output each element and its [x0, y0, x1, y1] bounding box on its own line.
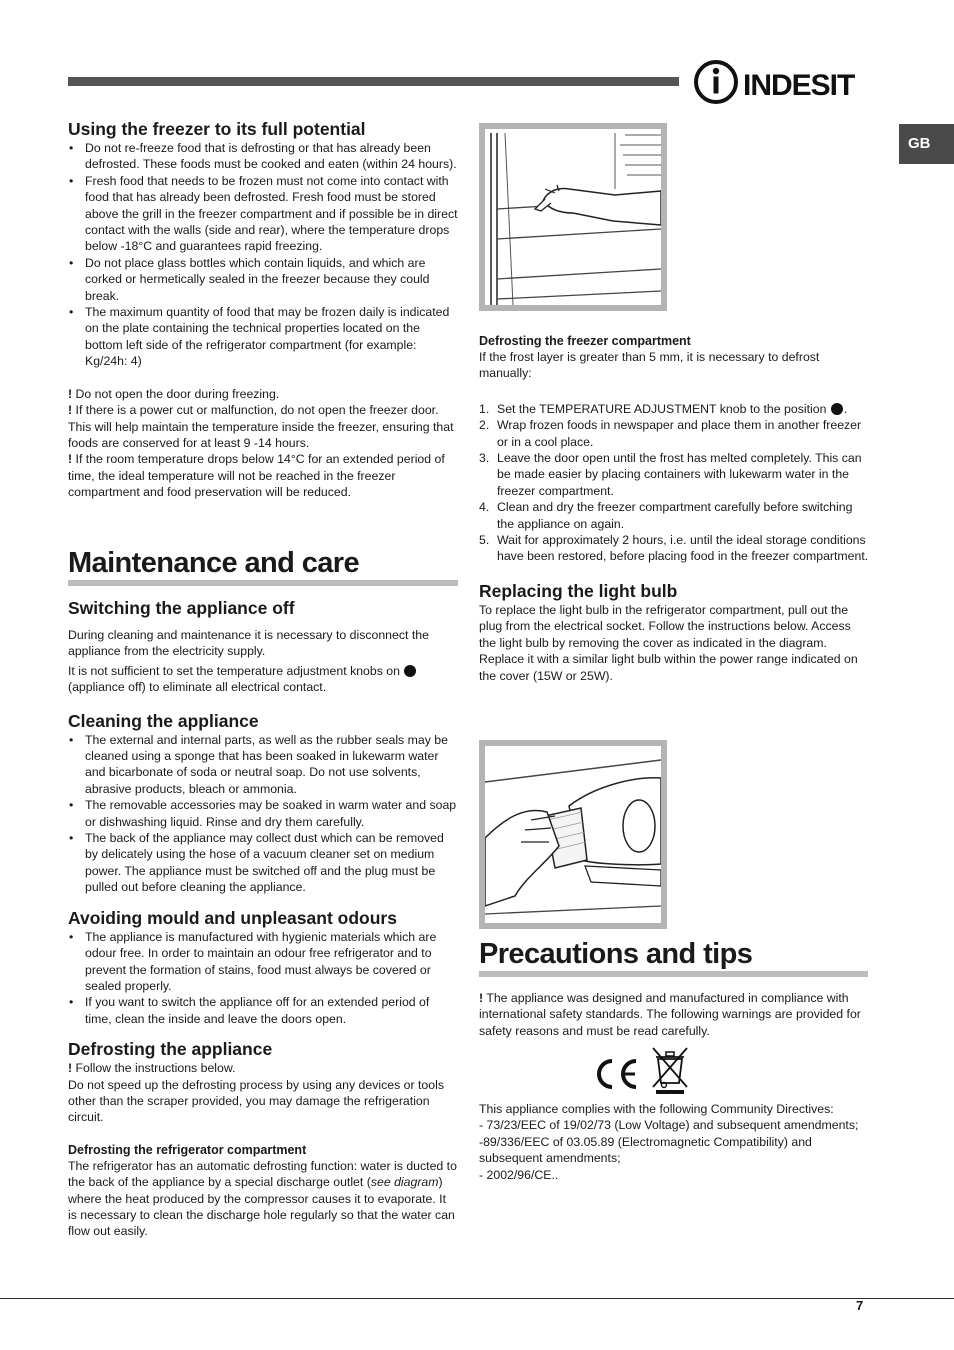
- maintenance-heading: [68, 546, 458, 586]
- page-title: Maintenance and care: [68, 547, 359, 579]
- subsection-title: Defrosting the refrigerator compartment: [68, 1142, 307, 1157]
- cleaning-bullets: [68, 732, 458, 896]
- section-title: Defrosting the appliance: [68, 1039, 273, 1060]
- list-item: 5. Wait for approximately 2 hours, i.e. until the ideal storage conditions have been restored, before placing food in the freezer compartment.: [479, 533, 869, 564]
- list-item: • Fresh food that needs to be frozen must not come into contact with food that has already been defrosted. Fresh food must be stored above the grill in the freezer compartment and if possible be in direct contact with the walls (side and rear), where the temperature drops below -18°C and guarantees rapid freezing.: [68, 173, 458, 255]
- list-item: • Do not place glass bottles which contain liquids, and which are corked or hermetically sealed in the freezer because they could break.: [68, 255, 458, 304]
- subsection-title: Defrosting the freezer compartment: [479, 334, 691, 348]
- paragraph: During cleaning and maintenance it is necessary to disconnect the appliance from the electricity supply.: [68, 628, 429, 659]
- bulb-cover-image: [485, 746, 661, 923]
- list-item: • The appliance is manufactured with hygienic materials which are odour free. In order to maintain an odour free refrigerator and to prevent the formation of stains, food must always be covered or sealed properly.: [68, 929, 458, 995]
- list-item: 4. Clean and dry the freezer compartment carefully before switching the appliance on again.: [479, 500, 853, 531]
- page-title: Precautions and tips: [479, 938, 753, 970]
- list-item: 1. Set the TEMPERATURE ADJUSTMENT knob to the position .: [479, 401, 848, 416]
- list-item: • The removable accessories may be soaked in warm water and soap or dishwashing liquid. Rinse and dry them carefully.: [68, 797, 458, 830]
- hand-in-freezer-image: [485, 129, 661, 305]
- list-item: - 73/23/EEC of 19/02/73 (Low Voltage) and subsequent amendments;: [479, 1118, 859, 1133]
- paragraph: It is not sufficient to set the temperature adjustment knobs on (appliance off) to eliminate all electrical contact.: [68, 663, 458, 696]
- list-item: -89/336/EEC of 03.05.89 (Electromagnetic Compatibility) and subsequent amendments;: [479, 1134, 812, 1166]
- footer-rule: [0, 1298, 954, 1299]
- language-tab: GB: [899, 124, 954, 164]
- warning-text: ! The appliance was designed and manufactured in compliance with international safety standards. The following warnings are provided for safety reasons and must be read carefully.: [479, 991, 861, 1038]
- paragraph: To replace the light bulb in the refrigerator compartment, pull out the plug from the electrical socket. Follow the instructions below. Access the light bulb by removing the cover as indicated in the diagram. Replace it with a similar light bulb within the power range indicated on the cover (15W or 25W).: [479, 602, 858, 683]
- indesit-logo: [694, 58, 874, 106]
- warning-text: ! If the room temperature drops below 14°C for an extended period of time, the ideal temperature will not be reached in the freezer compartment and food preservation will be reduced.: [68, 452, 445, 500]
- freezer-bullets: [68, 140, 458, 370]
- page-number: 7: [856, 1298, 864, 1313]
- freezer-defrost-illustration: [479, 123, 667, 311]
- precautions-heading: [479, 937, 868, 977]
- defrost-steps: [479, 401, 869, 565]
- list-item: - 2002/96/CE..: [479, 1167, 559, 1182]
- section-title: Switching the appliance off: [68, 598, 295, 618]
- heading-rule: [68, 580, 458, 586]
- svg-text:INDESIT: INDESIT: [743, 69, 855, 102]
- paragraph: The refrigerator has an automatic defrosting function: water is ducted to the back of the appliance by a special discharge outlet (see diagram) where the heat produced by the compressor causes it to evaporate. It is necessary to clean the discharge hole regularly so that the water can flow out easily.: [68, 1158, 457, 1239]
- knob-off-icon: [404, 665, 416, 677]
- heading-rule: [479, 971, 868, 977]
- section-title: Replacing the light bulb: [479, 580, 678, 601]
- weee-bin-icon: [650, 1045, 690, 1095]
- warning-text: ! If there is a power cut or malfunction, do not open the freezer door. This will help maintain the temperature inside the freezer, ensuring that foods are conserved for at least 9 -14 hours.: [68, 403, 454, 450]
- list-item: • Do not re-freeze food that is defrosting or that has already been defrosted. These foods must be cooked and eaten (within 24 hours).: [68, 140, 458, 173]
- paragraph: If the frost layer is greater than 5 mm, it is necessary to defrost manually:: [479, 350, 820, 381]
- header-bar: [68, 77, 679, 86]
- warning-text: ! Follow the instructions below.: [68, 1061, 236, 1076]
- section-title: Cleaning the appliance: [68, 710, 259, 731]
- maintenance-section: [68, 597, 458, 1240]
- freezer-section: [68, 118, 458, 501]
- list-item: 2. Wrap frozen foods in newspaper and place them in another freezer or in a cool place.: [479, 418, 862, 449]
- list-item: • The maximum quantity of food that may be frozen daily is indicated on the plate containing the technical properties located on the bottom left side of the refrigerator compartment (for example: Kg/24h: 4): [68, 304, 458, 370]
- section-title: Avoiding mould and unpleasant odours: [68, 907, 397, 928]
- mould-bullets: [68, 929, 458, 1027]
- compliance-marks: [592, 1045, 692, 1095]
- directives-section: [479, 1101, 869, 1183]
- section-title: Using the freezer to its full potential: [68, 119, 366, 139]
- freezer-defrost-section: [479, 333, 869, 684]
- precautions-section: [479, 990, 869, 1039]
- light-bulb-illustration: [479, 740, 667, 929]
- list-item: • The back of the appliance may collect dust which can be removed by delicately using the hose of a vacuum cleaner set on medium power. The appliance must be switched off and the plug must be pulled out before cleaning the appliance.: [68, 830, 458, 896]
- warning-text: ! Do not open the door during freezing.: [68, 386, 280, 401]
- list-item: • The external and internal parts, as well as the rubber seals may be cleaned using a sponge that has been soaked in lukewarm water and bicarbonate of soda or neutral soap. Do not use solvents, abrasive products, bleach or ammonia.: [68, 732, 458, 798]
- list-item: 3. Leave the door open until the frost has melted completely. This can be made easier by placing containers with lukewarm water in the freezer compartment.: [479, 451, 862, 498]
- knob-position-icon: [831, 403, 843, 415]
- paragraph: Do not speed up the defrosting process by using any devices or tools other than the scraper provided, you may damage the refrigeration circuit.: [68, 1077, 444, 1125]
- list-item: • If you want to switch the appliance off for an extended period of time, clean the inside and leave the doors open.: [68, 994, 458, 1027]
- paragraph: This appliance complies with the following Community Directives:: [479, 1102, 834, 1116]
